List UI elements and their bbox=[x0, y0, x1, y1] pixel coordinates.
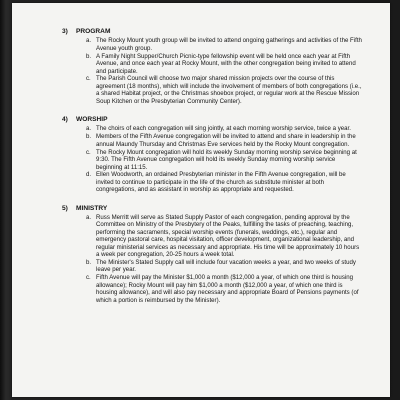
list-item-marker: c. bbox=[86, 75, 91, 83]
list-item bbox=[62, 171, 362, 193]
section-title: PROGRAM bbox=[76, 28, 111, 35]
list-item bbox=[62, 53, 362, 75]
list-item-text: Fifth Avenue will pay the Minister $1,000 a month ($12,000 a year, of which one third is housing allowance); Rocky Mount will pay him $1,000 a month ($12,000 a year, of which one third is housing allowance), and will also pay necessary and appropriate Board of Pensions payments (of which a portion is reimbursed by the Minister). bbox=[96, 274, 359, 304]
list-item bbox=[62, 274, 362, 304]
section-item-list bbox=[62, 125, 362, 193]
list-item-text: The Rocky Mount congregation will hold its weekly Sunday morning worship service beginning at 9:30. The Fifth Avenue congregation will hold its weekly Sunday morning worship service beginning at 11:15. bbox=[96, 148, 357, 171]
list-item-marker: a. bbox=[86, 214, 92, 222]
section-number: 3) bbox=[62, 28, 68, 35]
list-item-text: Ellen Woodworth, an ordained Presbyterian minister in the Fifth Avenue congregation, will be invited to continue to participate in the life of the church as substitute minister at both congregations, and as assistant in worship as appropriate and requested. bbox=[96, 171, 346, 194]
section-item-list bbox=[62, 214, 362, 304]
document-body bbox=[62, 28, 362, 315]
list-item-marker: b. bbox=[86, 133, 92, 141]
section-program bbox=[62, 28, 362, 105]
list-item-text: The choirs of each congregation will sing jointly, at each morning worship service, twice a year. bbox=[96, 125, 351, 133]
document-page bbox=[12, 3, 390, 397]
list-item-text: Members of the Fifth Avenue congregation will be invited to attend and share in leadership in the annual Maundy Thursday and Christmas Eve services held by the Rocky Mount congregation. bbox=[96, 133, 356, 148]
list-item-marker: d. bbox=[86, 171, 92, 179]
list-item-text: The Minister's Stated Supply call will include four vacation weeks a year, and two weeks of study leave per year. bbox=[96, 258, 356, 274]
section-worship bbox=[62, 116, 362, 194]
list-item bbox=[62, 149, 362, 171]
list-item bbox=[62, 259, 362, 274]
list-item-text: The Rocky Mount youth group will be invited to attend ongoing gatherings and activities of the Fifth Avenue youth group. bbox=[96, 37, 362, 52]
list-item-marker: b. bbox=[86, 258, 92, 266]
list-item bbox=[62, 214, 362, 258]
list-item-marker: c. bbox=[86, 148, 91, 156]
list-item-marker: c. bbox=[86, 274, 91, 282]
list-item bbox=[62, 125, 362, 132]
section-number: 5) bbox=[62, 204, 68, 212]
section-item-list bbox=[62, 37, 362, 105]
list-item-text: A Family Night Supper/Church Picnic-type fellowship event will be held once each year at Fifth Avenue, and once each year at Rocky Mount, with the other congregation being invited to attend and participate. bbox=[96, 52, 356, 75]
list-item-marker: a. bbox=[86, 37, 92, 45]
section-title: MINISTRY bbox=[76, 204, 108, 212]
section-title: WORSHIP bbox=[76, 116, 108, 124]
list-item bbox=[62, 133, 362, 148]
list-item bbox=[62, 37, 362, 52]
list-item bbox=[62, 75, 362, 105]
list-item-text: The Parish Council will choose two major shared mission projects over the course of this agreement (18 months), which will include the involvement of members of both congregations (i.e., a shared Habitat project, or the Christmas shoebox project, or regular work at the Rescue Mission Soup Kitchen or the Presbyterian Community Center). bbox=[96, 75, 362, 105]
section-ministry bbox=[62, 205, 362, 304]
list-item-marker: a. bbox=[86, 125, 92, 133]
section-heading bbox=[62, 116, 362, 123]
section-heading bbox=[62, 205, 362, 212]
section-heading bbox=[62, 28, 362, 35]
section-number: 4) bbox=[62, 116, 68, 124]
list-item-text: Russ Merritt will serve as Stated Supply Pastor of each congregation, pending approval by the Committee on Ministry of the Presbytery of the Peaks, fulfilling the tasks of preaching, teaching, performing the sacraments, special worship events (funerals, weddings, etc.), regular and emergency pastoral care, hospital visitation, officer development, organizational leadership, and regular ministerial services as necessary and appropriate. His time will be approximately 10 hours a week per congregation, 20-25 hours a week total. bbox=[96, 214, 360, 259]
list-item-marker: b. bbox=[86, 52, 92, 60]
